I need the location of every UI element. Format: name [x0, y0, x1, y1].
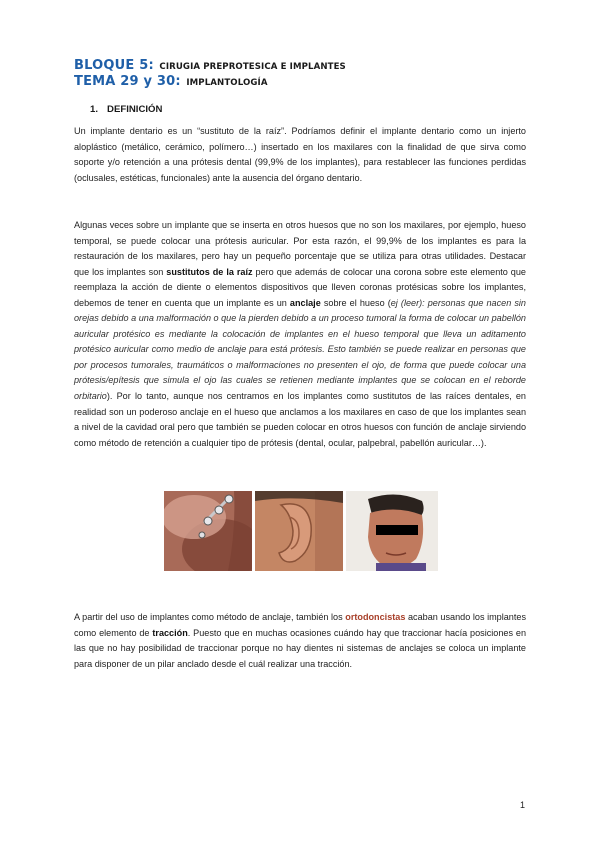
section-title: DEFINICIÓN: [107, 104, 163, 115]
paragraph-orthodontics: [74, 610, 526, 672]
implant-closeup-illustration: [164, 491, 252, 571]
text-run: A partir del uso de implantes como método de anclaje, también los: [74, 612, 346, 622]
section-heading: [90, 104, 171, 115]
paragraph-definition: Un implante dentario es un “sustituto de la raíz”. Podríamos definir el implante dentario como un injerto aloplástico (metálico, cerámico, polímero…) insertado en los maxilares con la finalidad de que sirva como soporte y/o retención a una prótesis dental (99,9% de los implantes), para restablecer las funciones perdidas (oclusales, estéticas, funcionales) ante la ausencia del órgano dentario.: [74, 126, 526, 183]
photo-prosthetic-ear: [255, 491, 343, 571]
text-run: ). Por lo tanto, aunque nos centramos en los implantes como sustitutos de las raíces dentales, en realidad son un poderoso anclaje en el hueso que anclamos a los maxilares en caso de que los implantes sean a nivel de la cavidad oral pero que también se pueden colocar en otros huesos con función de anclaje sirviendo como método de retención a cualquier tipo de prótesis (dental, ocular, palpebral, pabellón auricular…).: [74, 391, 526, 448]
italic-example: ej (leer): personas que nacen sin orejas debido a una malformación o que la pierden debido a un proceso tumoral la forma de colocar un pabellón auricular protésico es mediante la colocación de implantes en el hueso temporal que lleva un aditamento protésico auricular como medio de anclaje para está prótesis. Esto también se puede realizar en personas que por procesos tumorales, traumáticos o malformaciones no presenten el ojo, de forma que puede colocar una prótesis/epítesis que simula el ojo las cuales se retienen mediante implantes que se colocan en el reborde orbitario: [74, 297, 526, 402]
clinical-photos: [164, 491, 438, 571]
topic-label: TEMA 29 y 30:: [74, 74, 181, 89]
emphasis-traction: tracción: [152, 627, 188, 638]
page-number: 1: [520, 800, 526, 810]
block-label: BLOQUE 5:: [74, 58, 154, 73]
text-run: acaban usando los implantes como elemento de: [74, 612, 526, 638]
text-run: Algunas veces sobre un implante que se inserta en otros huesos que no son los maxilares, por ejemplo, hueso temporal, se puede colocar una prótesis auricular. Por esta razón, el 99,9% de los implantes es para la restauración de los maxilares, pero hay un pequeño porcentaje que se utiliza para otras utilidades. Destacar que los implantes son: [74, 220, 526, 277]
emphasis-anchorage: anclaje: [289, 297, 321, 308]
block-title: CIRUGIA PREPROTESICA E IMPLANTES: [159, 62, 346, 72]
photo-facial-prosthesis: [346, 491, 438, 571]
emphasis-root-substitute: sustitutos de la raíz: [166, 266, 253, 277]
topic-title: IMPLANTOLOGÍA: [186, 78, 268, 88]
topic-heading: [74, 70, 268, 89]
text-run: sobre el hueso (: [320, 297, 391, 308]
patient-profile-illustration: [346, 491, 438, 571]
emphasis-orthodontists: ortodoncistas: [345, 612, 406, 622]
paragraph-anchorage: [74, 218, 526, 451]
text-run: pero que además de colocar una corona sobre este elemento que reemplaza la acción de diente o elementos dispositivos que lleven coronas protésicas sobre los implantes, debemos de tener en cuenta que un implante es un: [74, 266, 526, 308]
ear-illustration: [255, 491, 343, 571]
section-number: 1.: [90, 104, 99, 115]
text-run: . Puesto que en muchas ocasiones cuándo hay que traccionar hacía posiciones en las que no hay posibilidad de traccionar porque no hay dientes ni sistemas de anclajes se coloca un implante para disponer de un pilar anclado desde el cuál realizar una tracción.: [74, 627, 527, 669]
photo-temporal-implants: [164, 491, 252, 571]
